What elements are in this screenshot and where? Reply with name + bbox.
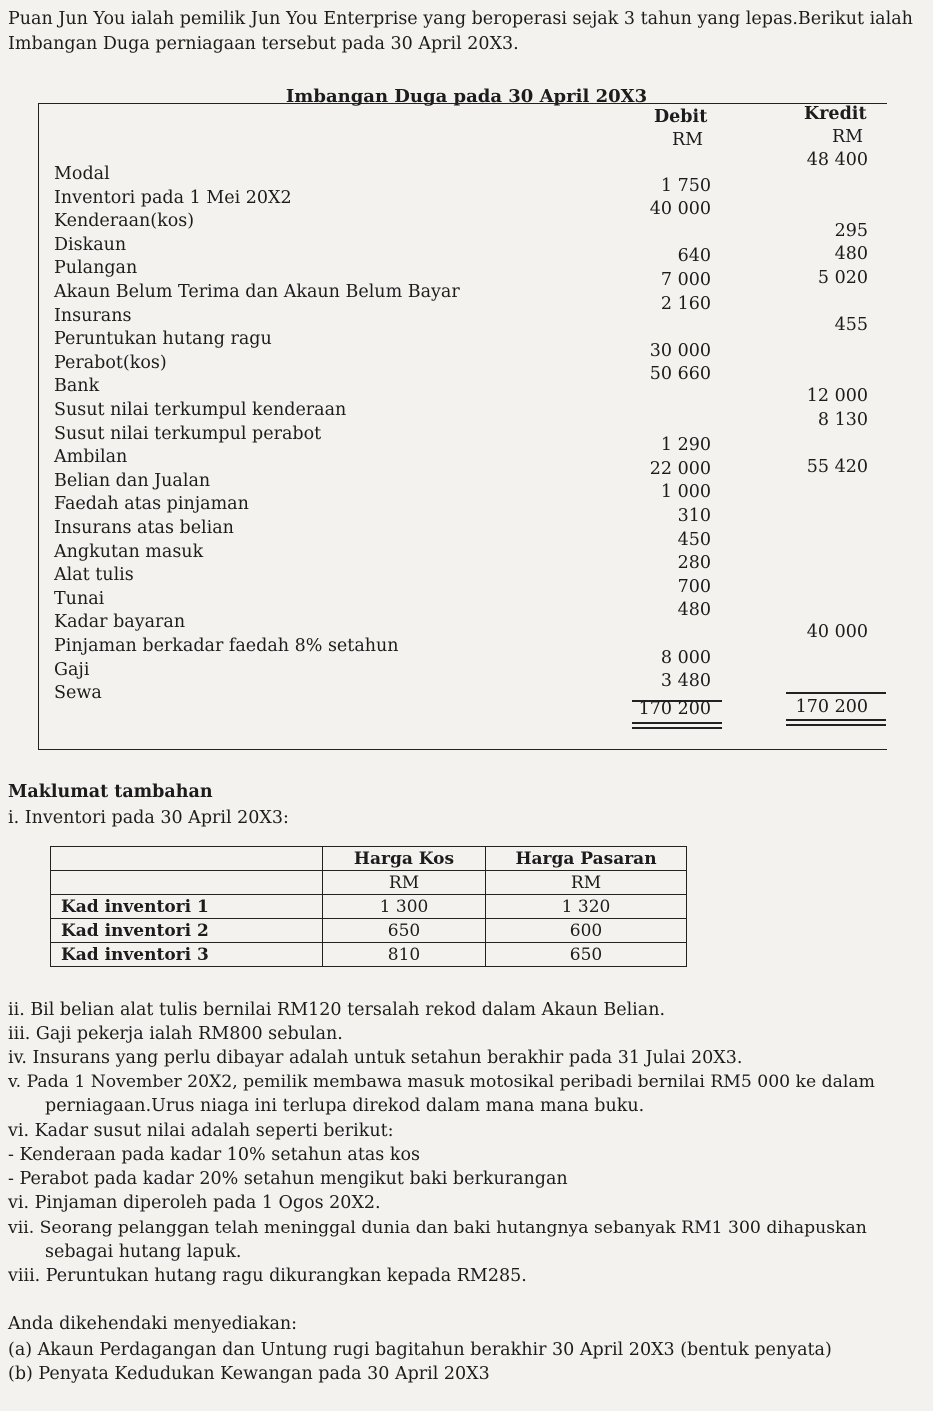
account-name: Angkutan masuk (54, 541, 204, 562)
credit-total-top-rule (786, 692, 886, 694)
account-name: Pinjaman berkadar faedah 8% setahun (54, 636, 399, 656)
account-name: Bank (54, 376, 100, 397)
units-cost: RM (323, 871, 486, 895)
units-blank (51, 871, 323, 895)
credit-amount: 40 000 (806, 622, 868, 642)
required-b: (b) Penyata Kedudukan Kewangan pada 30 April 20X3 (8, 1364, 490, 1384)
debit-amount: 8 000 (660, 647, 711, 668)
debit-amount: 310 (677, 506, 711, 526)
inventory-market: 1 320 (486, 895, 687, 919)
header-market: Harga Pasaran (486, 847, 687, 871)
inventory-name: Kad inventori 1 (51, 895, 323, 919)
inventory-table (50, 846, 687, 967)
account-name: Tunai (54, 588, 105, 609)
note-iv: iv. Insurans yang perlu dibayar adalah untuk setahun berakhir pada 31 Julai 20X3. (8, 1048, 743, 1068)
debit-amount: 3 480 (660, 671, 711, 692)
table-row (51, 895, 687, 919)
inventory-cost: 650 (323, 919, 486, 943)
note-vii: vii. Seorang pelanggan telah meninggal dunia dan baki hutangnya sebanyak RM1 300 dihapuskan (8, 1218, 867, 1238)
debit-amount: 1 290 (660, 435, 711, 456)
note-vi-b: - Perabot pada kadar 20% setahun mengikut baki berkurangan (8, 1169, 568, 1189)
credit-header: Kredit (804, 104, 867, 124)
credit-amount: 455 (834, 315, 868, 336)
required-a: (a) Akaun Perdagangan dan Untung rugi bagitahun berakhir 30 April 20X3 (bentuk penyata) (8, 1340, 832, 1360)
account-name: Belian dan Jualan (54, 470, 211, 491)
intro-line-1: Puan Jun You ialah pemilik Jun You Enterprise yang beroperasi sejak 3 tahun yang lepas.Berikut ialah (8, 9, 913, 29)
note-vi: vi. Kadar susut nilai adalah seperti berikut: (8, 1121, 394, 1141)
debit-amount: 2 160 (660, 293, 711, 314)
trial-balance-title: Imbangan Duga pada 30 April 20X3 (285, 86, 648, 107)
account-name: Pulangan (54, 258, 138, 279)
inventory-market: 650 (486, 943, 687, 967)
inventory-cost: 1 300 (323, 895, 486, 919)
note-i: i. Inventori pada 30 April 20X3: (8, 808, 289, 828)
note-iii: iii. Gaji pekerja ialah RM800 sebulan. (8, 1024, 343, 1044)
credit-double-rule-2 (786, 724, 886, 726)
debit-amount: 50 660 (649, 364, 711, 385)
account-name: Alat tulis (54, 565, 134, 586)
debit-amount: 450 (677, 529, 711, 550)
intro-line-2: Imbangan Duga perniagaan tersebut pada 30 April 20X3. (8, 34, 519, 54)
credit-amount: 480 (834, 244, 868, 265)
units-market: RM (486, 871, 687, 895)
account-name: Susut nilai terkumpul perabot (54, 423, 322, 444)
debit-total: 170 200 (638, 699, 711, 719)
inventory-name: Kad inventori 3 (51, 943, 323, 967)
credit-amount: 55 420 (806, 456, 868, 477)
additional-heading: Maklumat tambahan (8, 782, 213, 802)
debit-amount: 700 (677, 576, 711, 597)
note-v-cont: perniagaan.Urus niaga ini terlupa direkod dalam mana mana buku. (45, 1096, 645, 1116)
account-name: Inventori pada 1 Mei 20X2 (54, 187, 292, 208)
table-row (51, 919, 687, 943)
debit-amount: 7 000 (660, 270, 711, 290)
debit-header: Debit (654, 107, 708, 127)
inventory-cost: 810 (323, 943, 486, 967)
note-viii: viii. Peruntukan hutang ragu dikurangkan kepada RM285. (8, 1266, 527, 1286)
account-name: Gaji (54, 659, 90, 680)
account-name: Insurans (54, 305, 132, 326)
account-name: Susut nilai terkumpul kenderaan (54, 400, 347, 420)
credit-amount: 295 (834, 220, 868, 241)
credit-currency: RM (832, 127, 864, 147)
note-ii: ii. Bil belian alat tulis bernilai RM120 tersalah rekod dalam Akaun Belian. (8, 1000, 666, 1020)
credit-total: 170 200 (795, 697, 868, 717)
account-name: Ambilan (54, 447, 128, 468)
account-name: Modal (54, 164, 110, 184)
table-header-blank (51, 847, 323, 871)
credit-amount: 48 400 (806, 150, 868, 170)
table-units-row (51, 871, 687, 895)
account-name: Kenderaan(kos) (54, 211, 195, 232)
debit-amount: 40 000 (649, 199, 711, 220)
account-name: Kadar bayaran (54, 612, 186, 633)
inventory-market: 600 (486, 919, 687, 943)
account-name: Sewa (54, 683, 102, 704)
debit-amount: 22 000 (649, 458, 711, 479)
note-v: v. Pada 1 November 20X2, pemilik membawa masuk motosikal peribadi bernilai RM5 000 ke dalam (8, 1072, 875, 1092)
debit-amount: 1 000 (660, 482, 711, 503)
credit-double-rule-1 (786, 719, 886, 721)
debit-currency: RM (672, 130, 704, 150)
note-vi-a: - Kenderaan pada kadar 10% setahun atas kos (8, 1145, 420, 1165)
note-vi-loan: vi. Pinjaman diperoleh pada 1 Ogos 20X2. (8, 1193, 381, 1213)
credit-amount: 5 020 (817, 268, 868, 288)
account-name: Akaun Belum Terima dan Akaun Belum Bayar (54, 282, 460, 302)
account-name: Diskaun (54, 234, 127, 255)
debit-amount: 30 000 (649, 340, 711, 361)
debit-double-rule-1 (632, 722, 722, 724)
required-heading: Anda dikehendaki menyediakan: (8, 1314, 298, 1334)
inventory-name: Kad inventori 2 (51, 919, 323, 943)
debit-amount: 480 (677, 600, 711, 621)
table-header-row (51, 847, 687, 871)
debit-amount: 280 (677, 553, 711, 574)
debit-amount: 640 (677, 246, 711, 267)
account-name: Perabot(kos) (54, 352, 167, 373)
account-name: Insurans atas belian (54, 518, 234, 538)
debit-double-rule-2 (632, 727, 722, 729)
credit-amount: 8 130 (817, 409, 868, 430)
credit-amount: 12 000 (806, 386, 868, 406)
header-cost: Harga Kos (323, 847, 486, 871)
table-row (51, 943, 687, 967)
account-name: Peruntukan hutang ragu (54, 329, 272, 350)
account-name: Faedah atas pinjaman (54, 494, 249, 515)
note-vii-cont: sebagai hutang lapuk. (45, 1242, 242, 1262)
debit-amount: 1 750 (660, 175, 711, 196)
